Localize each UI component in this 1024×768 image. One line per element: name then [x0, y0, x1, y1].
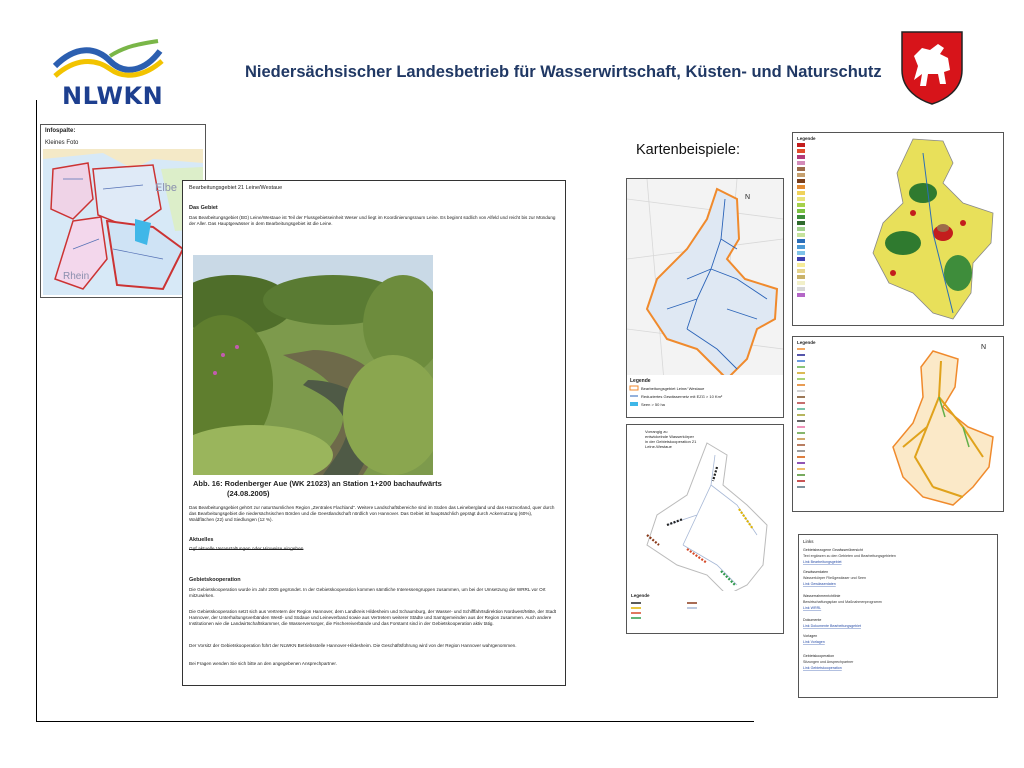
- example-map-priority-waters: [626, 424, 784, 634]
- river-photo: [193, 255, 433, 475]
- document-section-aktuelles: Aktuelles: [189, 537, 214, 543]
- figure-caption-line2: (24.08.2005): [227, 489, 270, 498]
- map-label-rhein: Rhein: [63, 271, 90, 282]
- svg-text:entwickelnde Wasserkörper: entwickelnde Wasserkörper: [645, 434, 694, 439]
- document-struck-note: Ggf aktuelle Veranstaltungen oder Hinweise eingeben: [189, 547, 304, 552]
- links-heading: Links: [803, 539, 814, 544]
- map2-legend-title: Legende: [631, 593, 650, 598]
- svg-text:in der Gebietskooperation 21: in der Gebietskooperation 21: [645, 439, 697, 444]
- document-page: [182, 180, 566, 686]
- coat-of-arms-icon: [900, 30, 964, 106]
- document-body-5: Bei Fragen wenden Sie sich bitte an den angegebenen Ansprechpartner.: [189, 661, 337, 666]
- document-area-title: Bearbeitungsgebiet 21 Leine/Westaue: [189, 185, 283, 191]
- north-arrow-icon: N: [981, 344, 987, 351]
- map1-legend-item-1: Bearbeitungsgebiet Leine/ Westaue: [641, 386, 705, 391]
- map-label-elbe: Elbe: [155, 182, 178, 194]
- svg-text:Link Dokumente Bearbeitungsgeb: Link Dokumente Bearbeitungsgebiet: [803, 624, 861, 628]
- svg-text:Bewirtschaftungsplan und Maßna: Bewirtschaftungsplan und Maßnahmenprogramm: [803, 600, 882, 604]
- svg-text:Sitzungen und Ansprechpartner: Sitzungen und Ansprechpartner: [803, 660, 854, 664]
- links-line-6: Gebietskooperation: [803, 654, 835, 658]
- svg-text:Wasserkörper Fließgewässer und: Wasserkörper Fließgewässer und Seen: [803, 576, 866, 580]
- overview-map: [43, 149, 203, 295]
- links-line-5: Vorlagen: [803, 634, 818, 638]
- document-intro: Das Bearbeitungsgebiet (BG) Leine/Westaue ist Teil der Flussgebietseinheit Weser und liegt im Koordinierungsraum Leine. Es beginnt südlich von Alfeld und reicht bis zur Mündung der Aller. Das Hauptgewässer in dem Bearbeitungsgebiet ist die Leine.: [189, 215, 556, 226]
- north-arrow-icon: N: [745, 194, 751, 201]
- links-line-4: Dokumente: [803, 618, 822, 622]
- svg-text:Link Gewässerdaten: Link Gewässerdaten: [803, 582, 836, 586]
- map4-legend-title: Legende: [797, 340, 816, 345]
- examples-label: Kartenbeispiele:: [636, 142, 740, 158]
- map1-legend-title: Legende: [630, 378, 651, 384]
- links-line-2: Gewässerdaten: [803, 570, 829, 574]
- document-section-gebiet: Das Gebiet: [189, 205, 218, 211]
- links-line-3: Wasserrahmenrichtlinie: [803, 594, 841, 598]
- map3-legend-title: Legende: [797, 136, 816, 141]
- figure-caption-line1: Abb. 16: Rodenberger Aue (WK 21023) an Station 1+200 bachaufwärts: [193, 479, 442, 488]
- document-section-kooperation: Gebietskooperation: [189, 577, 241, 583]
- svg-text:Link Gebietskooperation: Link Gebietskooperation: [803, 666, 842, 670]
- figure-caption: [193, 479, 442, 499]
- document-body-2: Die Gebietskooperation wurde im Jahr 2005 gegründet. In der Gebietskooperation kommen sämtliche Interessengruppen zusammen, um bei der Umsetzung der WRRL vor Ort mitzuwirken.: [189, 587, 546, 598]
- logo-text: NLWKN: [62, 82, 164, 110]
- frame-bottom-line: [36, 721, 754, 722]
- svg-text:Link WRRL: Link WRRL: [803, 606, 822, 610]
- svg-text:Link Vorlagen: Link Vorlagen: [803, 640, 825, 644]
- frame-left-line: [36, 100, 37, 722]
- example-map-structure: [792, 336, 1004, 512]
- example-map-land-use: [792, 132, 1004, 326]
- info-panel-label: Infospalte:: [45, 128, 76, 134]
- map2-title: Vorrangig zu: [645, 429, 668, 434]
- svg-text:Link Bearbeitungsgebiet: Link Bearbeitungsgebiet: [803, 560, 842, 564]
- svg-text:Text ergänzen zu den Gebieten: Text ergänzen zu den Gebieten und Bearbeitungsgebieten: [803, 554, 896, 558]
- example-map-river-network: [626, 178, 784, 418]
- example-links-page: [798, 534, 998, 698]
- document-body-1: Das Bearbeitungsgebiet gehört zur naturräumlichen Region „Zentrales Flachland". Weitere Landschaftsbereiche sind im Süden das Leinebergland und das Harzvorland, quer durch das Bearbeitungsgebiet die niedersächsischen Börden und die Geestlandschaft nördlich von Hannover. Das Gebiet ist hauptsächlich geprägt durch Ackernutzung (60%), Waldflächen (22) und Siedlungen (12 %).: [189, 505, 555, 522]
- logo-waves-icon: [50, 36, 170, 86]
- map1-legend-item-3: Seen > 50 ha: [641, 402, 665, 407]
- info-panel-sublabel: Kleines Foto: [45, 140, 79, 146]
- document-body-3: Die Gebietskooperation setzt sich aus Vertretern der Region Hannover, dem Landkreis Hildesheim und Schaumburg, der Wasser- und Schifffahrtsdirektion Nordwest/Mitte, der Stadt Hannover, der Unterhaltungsverbänden Westl- und Südaue und Leineverband sowie aus Vertretern weiterer Städte und Samtgemeinden aus der Region zusammen. Auch andere Institutionen wie die Landwirtschaftskammer, die Wasserversorger, die Fischereiverbände und das Forstamt sind in der Gebietskooperation aktiv tätig.: [189, 609, 557, 626]
- page-title: Niedersächsischer Landesbetrieb für Wasserwirtschaft, Küsten- und Naturschutz: [245, 63, 882, 81]
- links-line-1: Gebietsbezogene Gewässerübersicht: [803, 548, 863, 552]
- document-body-4: Der Vorsitz der Gebietskooperation führt der NLWKN Betriebsstelle Hannover-Hildesheim. Die Geschäftsführung wird von der Region Hannover wahrgenommen.: [189, 643, 517, 648]
- map1-legend-item-2: Reduziertes Gewässernetz mit EZG > 10 Km²: [641, 394, 723, 399]
- svg-text:Leine-Westaue: Leine-Westaue: [645, 444, 672, 449]
